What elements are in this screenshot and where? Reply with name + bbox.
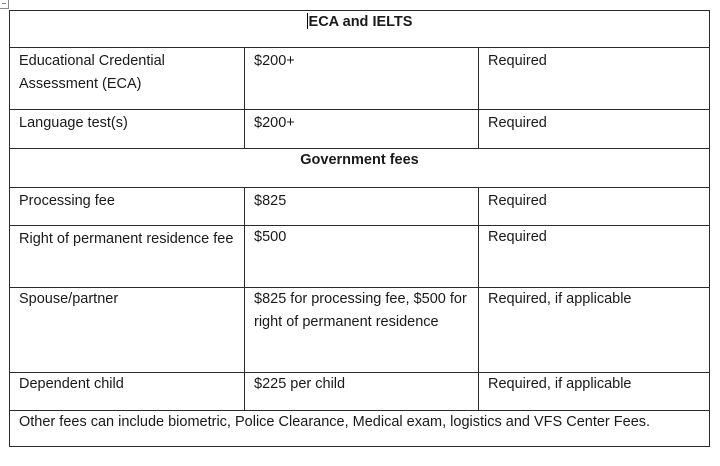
item-cell[interactable]: Language test(s) <box>10 110 245 149</box>
table-row <box>10 226 710 288</box>
table-row <box>10 188 710 226</box>
section-header-eca-text: ECA and IELTS <box>308 14 413 30</box>
section-header-eca[interactable] <box>10 11 710 48</box>
table-row <box>10 288 710 373</box>
cost-cell[interactable]: $500 <box>245 226 479 288</box>
section-header-gov[interactable]: Government fees <box>10 149 710 188</box>
cost-cell[interactable]: $825 for processing fee, $500 for right of permanent residence <box>245 288 479 373</box>
item-cell[interactable]: Spouse/partner <box>10 288 245 373</box>
section-header-row <box>10 149 710 188</box>
table-move-handle-icon[interactable] <box>0 0 9 9</box>
status-cell[interactable]: Required <box>479 110 710 149</box>
footer-note[interactable]: Other fees can include biometric, Police Clearance, Medical exam, logistics and VFS Center Fees. <box>10 411 710 447</box>
table-row <box>10 110 710 149</box>
footer-row <box>10 411 710 447</box>
item-cell[interactable]: Dependent child <box>10 373 245 411</box>
status-cell[interactable]: Required <box>479 226 710 288</box>
text-cursor <box>307 13 308 29</box>
item-cell[interactable]: Educational Credential Assessment (ECA) <box>10 48 245 110</box>
item-cell[interactable]: Processing fee <box>10 188 245 226</box>
status-cell[interactable]: Required, if applicable <box>479 373 710 411</box>
section-header-row <box>10 11 710 48</box>
status-cell[interactable]: Required <box>479 188 710 226</box>
cost-cell[interactable]: $200+ <box>245 110 479 149</box>
item-cell[interactable]: Right of permanent residence fee <box>10 226 245 288</box>
cost-cell[interactable]: $225 per child <box>245 373 479 411</box>
table-row <box>10 373 710 411</box>
fees-table <box>9 10 710 447</box>
status-cell[interactable]: Required <box>479 48 710 110</box>
status-cell[interactable]: Required, if applicable <box>479 288 710 373</box>
cost-cell[interactable]: $825 <box>245 188 479 226</box>
table-row <box>10 48 710 110</box>
cost-cell[interactable]: $200+ <box>245 48 479 110</box>
